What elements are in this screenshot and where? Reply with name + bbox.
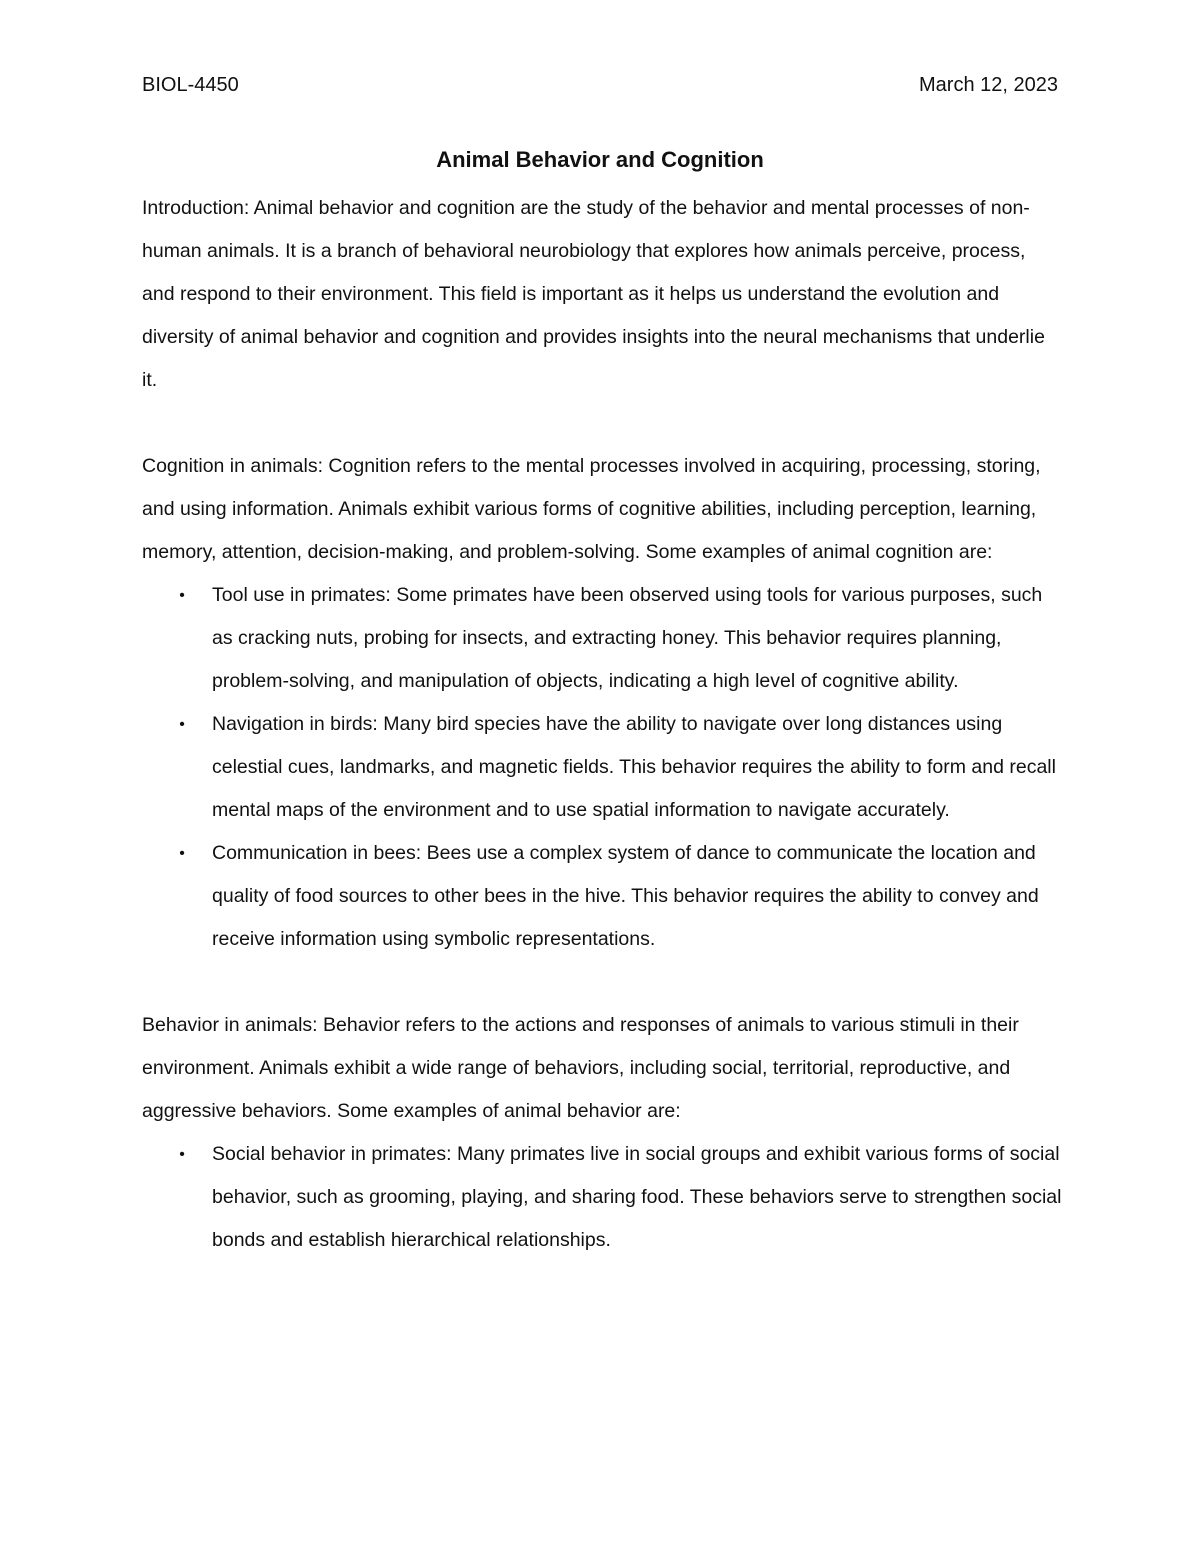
behavior-examples-list — [142, 1133, 1062, 1262]
paragraph-spacer — [142, 961, 1062, 1004]
list-item — [142, 1133, 1062, 1262]
list-item-text: Social behavior in primates: Many primates live in social groups and exhibit various forms of social behavior, such as grooming, playing, and sharing food. These behaviors serve to strengthen social bonds and establish hierarchical relationships. — [212, 1143, 1062, 1251]
list-item-text: Navigation in birds: Many bird species have the ability to navigate over long distances using celestial cues, landmarks, and magnetic fields. This behavior requires the ability to form and recall mental maps of the environment and to use spatial information to navigate accurately. — [212, 713, 1056, 821]
page-header — [142, 70, 1058, 100]
document-title: Animal Behavior and Cognition — [436, 147, 764, 172]
paragraph-spacer — [142, 402, 1062, 445]
list-item-text: Communication in bees: Bees use a complex system of dance to communicate the location and quality of food sources to other bees in the hive. This behavior requires the ability to convey and receive information using symbolic representations. — [212, 842, 1039, 950]
course-code: BIOL-4450 — [142, 74, 239, 96]
document-date: March 12, 2023 — [919, 74, 1058, 96]
bullet-icon: • — [179, 587, 185, 604]
bullet-icon: • — [179, 1146, 185, 1163]
cognition-intro-paragraph: Cognition in animals: Cognition refers to the mental processes involved in acquiring, processing, storing, and using information. Animals exhibit various forms of cognitive abilities, including perception, learning, memory, attention, decision-making, and problem-solving. Some examples of animal cognition are: — [142, 455, 1041, 563]
behavior-intro-paragraph: Behavior in animals: Behavior refers to the actions and responses of animals to various stimuli in their environment. Animals exhibit a wide range of behaviors, including social, territorial, reproductive, and aggressive behaviors. Some examples of animal behavior are: — [142, 1014, 1019, 1122]
bullet-icon: • — [179, 716, 185, 733]
bullet-icon: • — [179, 845, 185, 862]
list-item — [142, 703, 1062, 832]
document-body — [142, 187, 1062, 1262]
introduction-paragraph: Introduction: Animal behavior and cognition are the study of the behavior and mental processes of non-human animals. It is a branch of behavioral neurobiology that explores how animals perceive, process, and respond to their environment. This field is important as it helps us understand the evolution and diversity of animal behavior and cognition and provides insights into the neural mechanisms that underlie it. — [142, 197, 1045, 391]
cognition-examples-list — [142, 574, 1062, 961]
list-item — [142, 574, 1062, 703]
list-item — [142, 832, 1062, 961]
list-item-text: Tool use in primates: Some primates have been observed using tools for various purposes, such as cracking nuts, probing for insects, and extracting honey. This behavior requires planning, problem-solving, and manipulation of objects, indicating a high level of cognitive ability. — [212, 584, 1043, 692]
